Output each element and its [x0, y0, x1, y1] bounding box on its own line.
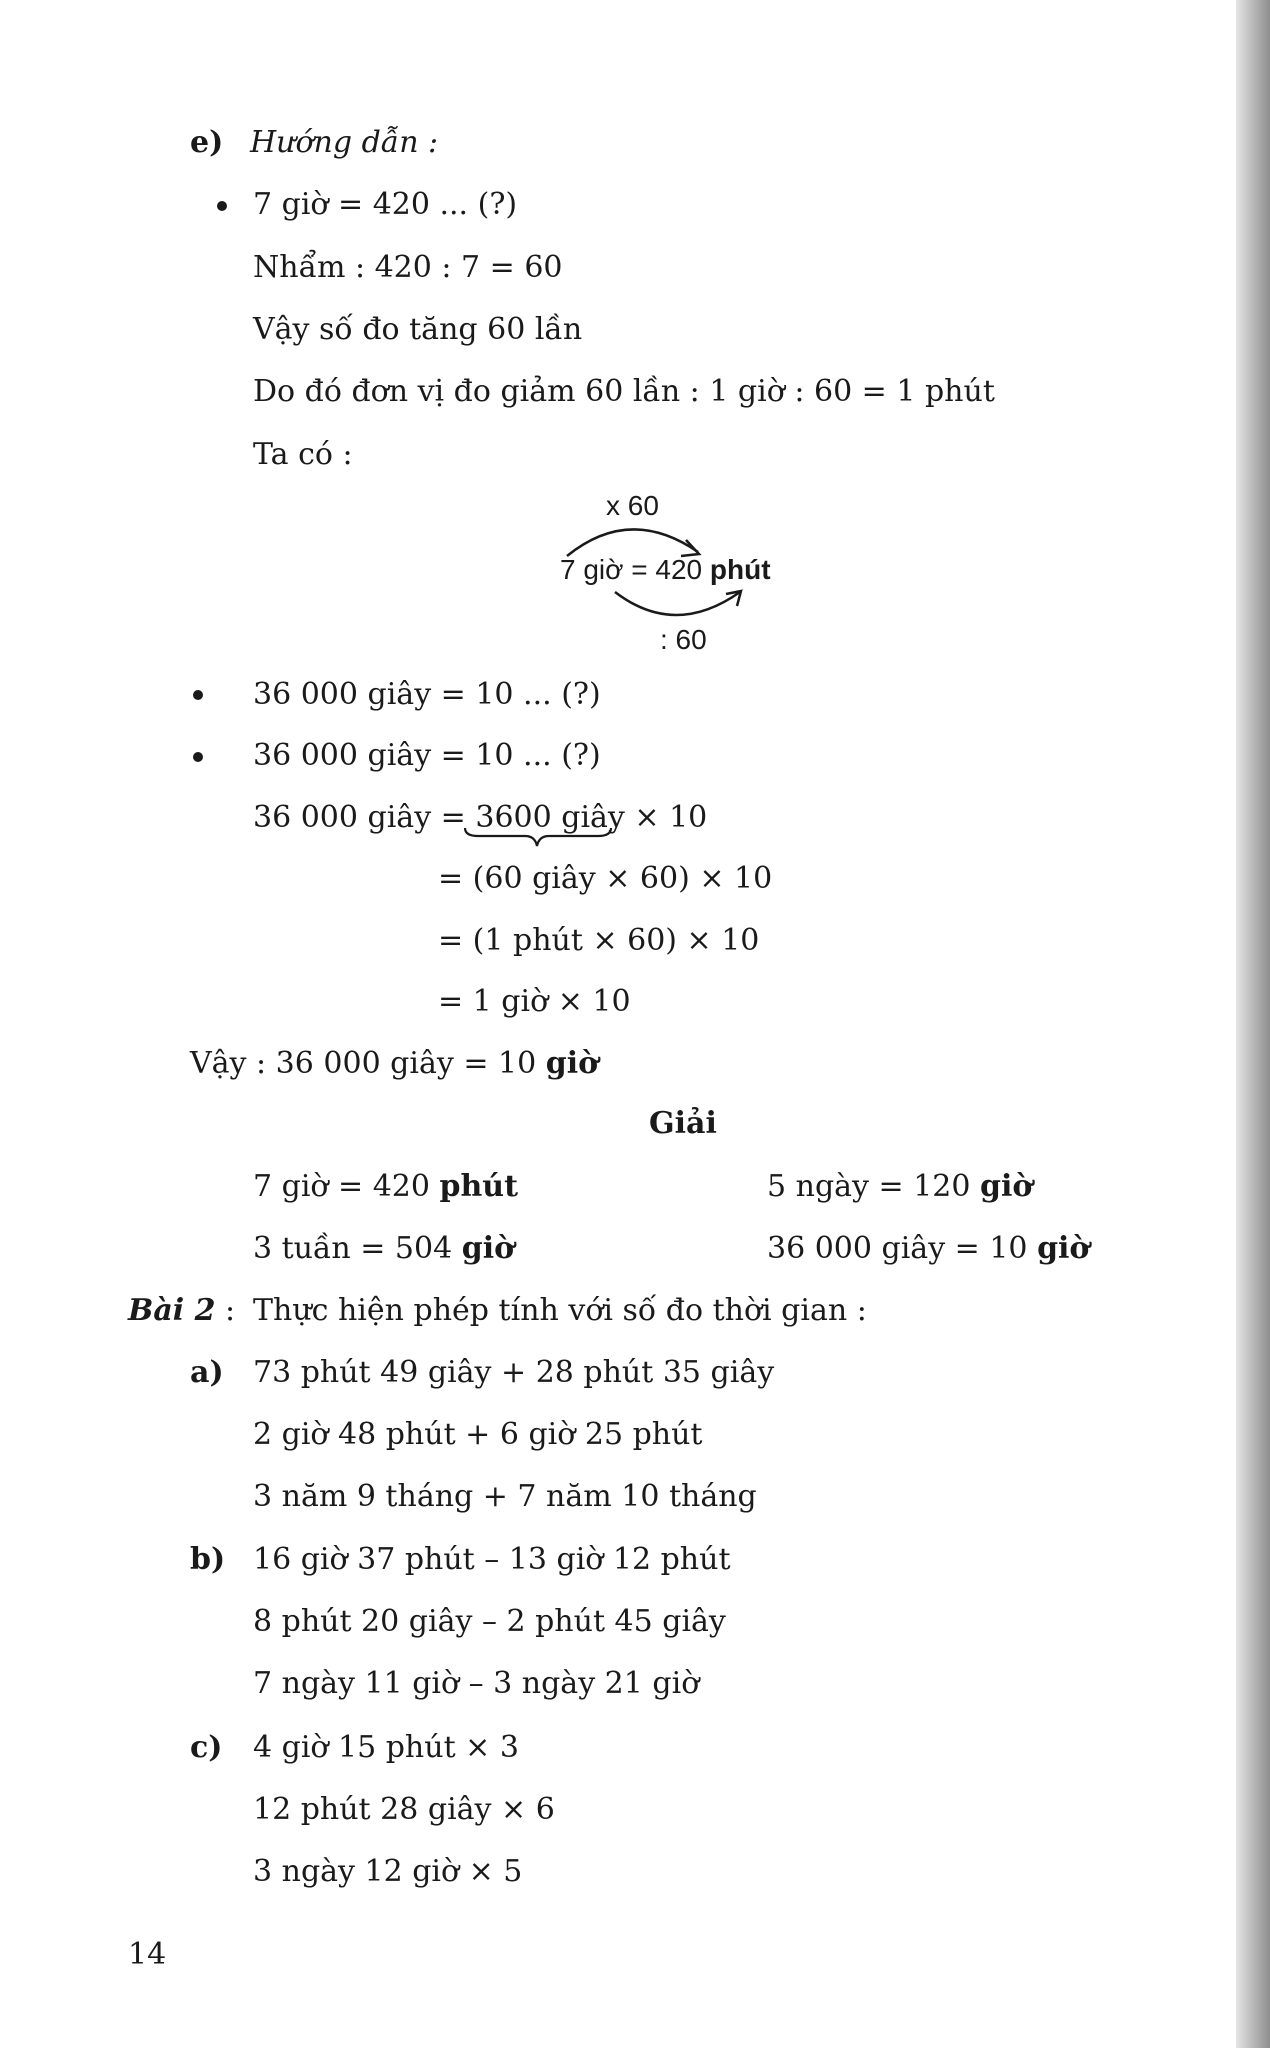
part-a-item-1: 73 phút 49 giây + 28 phút 35 giây: [253, 1355, 775, 1390]
solution-heading: Giải: [649, 1106, 717, 1141]
conclusion-line: Vậy : 36 000 giây = 10 giờ: [190, 1046, 599, 1081]
derivation-line-2: = (60 giây × 60) × 10: [438, 861, 773, 896]
part-b-item-3: 7 ngày 11 giờ – 3 ngày 21 giờ: [253, 1666, 700, 1701]
exercise-2-title: Thực hiện phép tính với số đo thời gian :: [253, 1293, 867, 1328]
part-a-label: a): [190, 1355, 224, 1390]
bullet-dot: [193, 752, 203, 762]
unit-line: Do đó đơn vị đo giảm 60 lần : 1 giờ : 60 = 1 phút: [253, 374, 995, 409]
part-c-item-3: 3 ngày 12 giờ × 5: [253, 1854, 523, 1889]
mental-calc-line: Nhẩm : 420 : 7 = 60: [253, 250, 563, 285]
part-b-label: b): [190, 1542, 226, 1577]
part-a-item-2: 2 giờ 48 phút + 6 giờ 25 phút: [253, 1417, 703, 1452]
part-c-item-1: 4 giờ 15 phút × 3: [253, 1730, 519, 1765]
solution-answer-3: 5 ngày = 120 giờ: [767, 1169, 1033, 1204]
derivation-line-3: = (1 phút × 60) × 10: [438, 923, 760, 958]
solution-answer-1: 7 giờ = 420 phút: [253, 1169, 518, 1204]
bullet-line-2: 36 000 giây = 10 ... (?): [253, 677, 601, 712]
part-c-label: c): [190, 1730, 223, 1765]
ta-co-line: Ta có :: [253, 437, 353, 472]
diagram-equation: 7 giờ = 420 phút: [560, 554, 771, 585]
diagram-bottom-label: : 60: [660, 624, 707, 655]
solution-answer-4: 36 000 giây = 10 giờ: [767, 1231, 1090, 1266]
diagram-top-label: x 60: [606, 490, 659, 521]
part-b-item-1: 16 giờ 37 phút – 13 giờ 12 phút: [253, 1542, 731, 1577]
exercise-2-label: Bài 2 :: [128, 1293, 236, 1328]
solution-answer-2: 3 tuần = 504 giờ: [253, 1231, 515, 1266]
bullet-dot: [193, 690, 203, 700]
page-number: 14: [128, 1937, 167, 1972]
part-a-item-3: 3 năm 9 tháng + 7 năm 10 tháng: [253, 1479, 757, 1514]
part-c-item-2: 12 phút 28 giây × 6: [253, 1792, 555, 1827]
section-e-label: e): [190, 125, 224, 160]
derivation-line-1: 36 000 giây = 3600 giây × 10: [253, 800, 708, 835]
part-b-item-2: 8 phút 20 giây – 2 phút 45 giây: [253, 1604, 726, 1639]
bullet-line-3: 36 000 giây = 10 ... (?): [253, 738, 601, 773]
increase-line: Vậy số đo tăng 60 lần: [253, 312, 583, 347]
bullet-line-1: 7 giờ = 420 ... (?): [253, 187, 518, 222]
derivation-line-4: = 1 giờ × 10: [438, 984, 631, 1019]
section-e-title: Hướng dẫn :: [250, 125, 439, 160]
